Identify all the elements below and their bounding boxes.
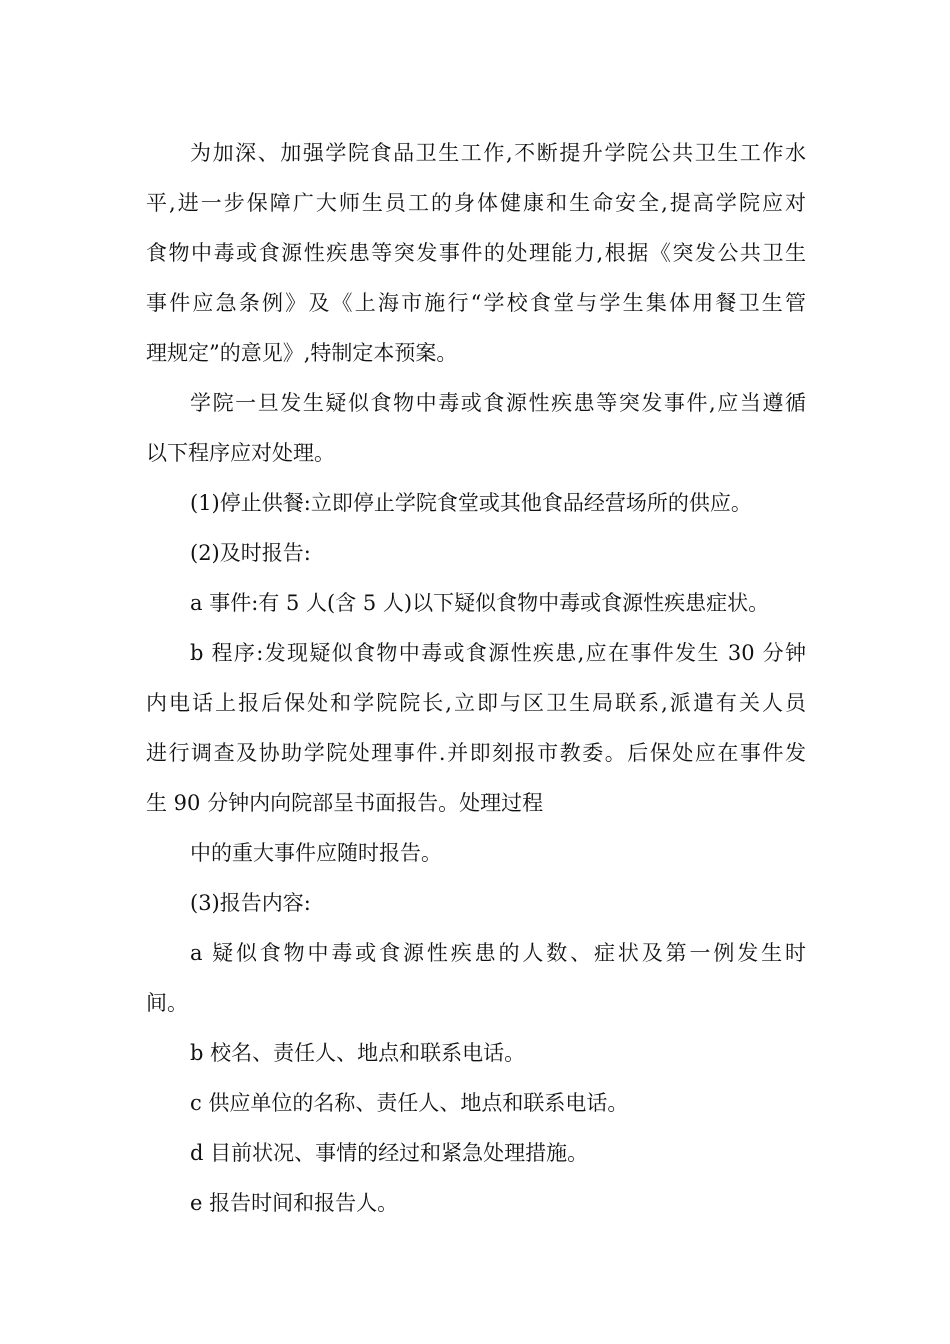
item-2b-line-1: b 程序:发现疑似食物中毒或食源性疾患,应在事件发生 30 分钟 <box>190 641 806 665</box>
item-3a-line-1: a 疑似食物中毒或食源性疾患的人数、症状及第一例发生时 <box>190 941 806 965</box>
item-2-timely-report: (2)及时报告: <box>190 541 311 565</box>
item-3d: d 目前状况、事情的经过和紧急处理措施。 <box>190 1141 589 1165</box>
intro-paragraph-line-1: 为加深、加强学院食品卫生工作,不断提升学院公共卫生工作水 <box>190 141 806 165</box>
procedure-paragraph-line-1: 学院一旦发生疑似食物中毒或食源性疾患等突发事件,应当遵循 <box>190 391 806 415</box>
item-3e: e 报告时间和报告人。 <box>190 1191 399 1215</box>
item-2b-line-4: 生 90 分钟内向院部呈书面报告。处理过程 <box>146 791 544 815</box>
item-2b-line-3: 进行调查及协助学院处理事件.并即刻报市教委。后保处应在事件发 <box>146 741 806 765</box>
intro-paragraph-line-5: 理规定”的意见》,特制定本预案。 <box>146 341 458 365</box>
item-3c: c 供应单位的名称、责任人、地点和联系电话。 <box>190 1091 629 1115</box>
item-1-stop-supply: (1)停止供餐:立即停止学院食堂或其他食品经营场所的供应。 <box>190 491 752 515</box>
intro-paragraph-line-4: 事件应急条例》及《上海市施行“学校食堂与学生集体用餐卫生管 <box>146 291 806 315</box>
item-2b-line-2: 内电话上报后保处和学院院长,立即与区卫生局联系,派遣有关人员 <box>146 691 806 715</box>
procedure-paragraph-line-2: 以下程序应对处理。 <box>146 441 335 465</box>
intro-paragraph-line-2: 平,进一步保障广大师生员工的身体健康和生命安全,提高学院应对 <box>146 191 806 215</box>
item-3b: b 校名、责任人、地点和联系电话。 <box>190 1041 526 1065</box>
item-2a-event: a 事件:有 5 人(含 5 人)以下疑似食物中毒或食源性疾患症状。 <box>190 591 770 615</box>
intro-paragraph-line-3: 食物中毒或食源性疾患等突发事件的处理能力,根据《突发公共卫生 <box>146 241 806 265</box>
item-2b-line-5: 中的重大事件应随时报告。 <box>190 841 442 865</box>
item-3-report-content: (3)报告内容: <box>190 891 311 915</box>
item-3a-line-2: 间。 <box>146 991 188 1015</box>
